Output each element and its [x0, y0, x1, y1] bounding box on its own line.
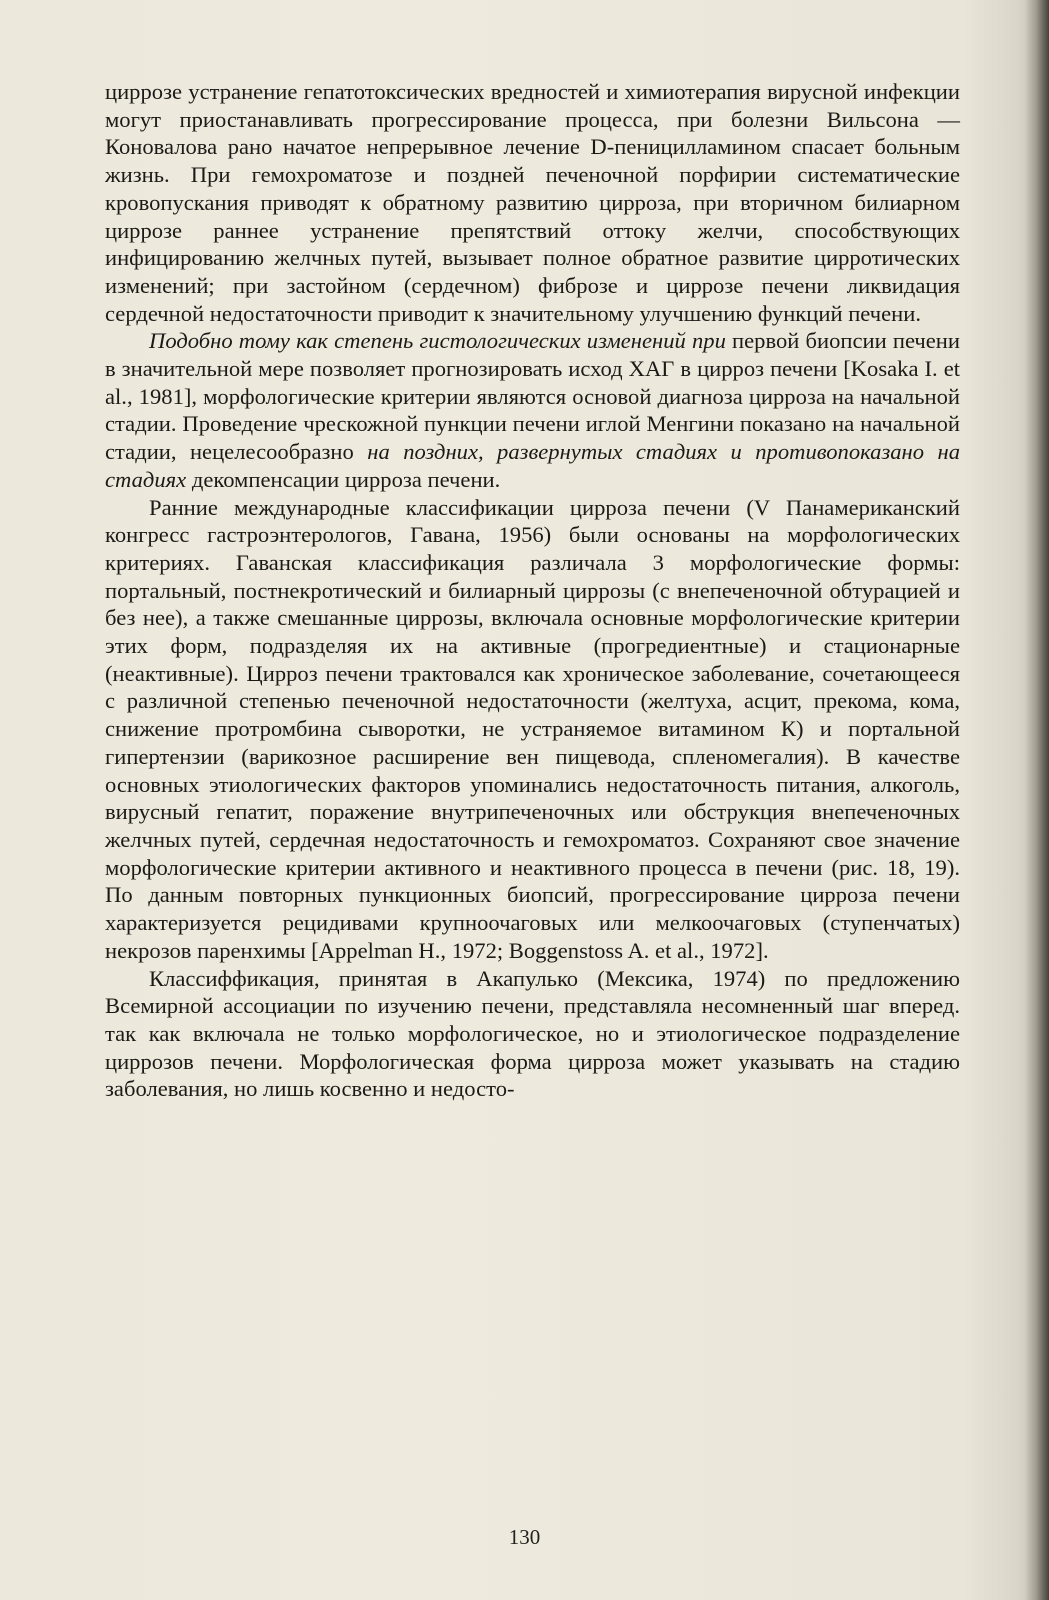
paragraph-2: [105, 327, 960, 493]
paragraph-1-text: циррозе устранение гепатотоксических вредностей и химиотерапия вирусной инфекции могут приостанавливать прогрессирование процесса, при болезни Вильсона — Коновалова рано начатое непрерывное лечение D-пеницилламином спасает больным жизнь. При гемохроматозе и поздней печеночной порфирии систематические кровопускания приводят к обратному развитию цирроза, при вторичном билиарном циррозе раннее устранение препятствий оттоку желчи, способствующих инфицированию желчных путей, вызывает полное обратное развитие цирротических изменений; при застойном (сердечном) фиброзе и циррозе печени ликвидация сердечной недостаточности приводит к значительному улучшению функций печени.: [105, 79, 960, 326]
paragraph-2-italic-lead: Подобно тому как степень гистологических изменений при: [149, 328, 726, 354]
paragraph-3: [105, 494, 960, 965]
paragraph-2-text-end: декомпенсации цирроза печени.: [186, 466, 501, 492]
paragraph-4: [105, 965, 960, 1104]
paragraph-1: [105, 78, 960, 327]
body-text: [105, 78, 960, 1103]
paragraph-2-italic-clause: на поздних, развернутых стадиях и противопоказано на стадиях: [105, 439, 960, 492]
page-number: 130: [508, 1525, 541, 1549]
paragraph-4-text: Классиффикация, принятая в Акапулько (Мексика, 1974) по предложению Всемирной ассоциации по изучению печени, представляла несомненный шаг вперед. так как включала не только морфологическое, но и этиологическое подразделение циррозов печени. Морфологическая форма цирроза может указывать на стадию заболевания, но лишь косвенно и недосто-: [105, 965, 960, 1102]
paragraph-2-text: первой биопсии печени в значительной мере позволяет прогнозировать исход ХАГ в цирроз печени [Kosaka I. et al., 1981], морфологические критерии являются основой диагноза цирроза на начальной стадии. Проведение чрескожной пункции печени иглой Менгини показано на начальной стадии, нецелесообразно: [105, 328, 960, 465]
paragraph-3-text: Ранние международные классификации цирроза печени (V Панамериканский конгресс гастроэнтерологов, Гавана, 1956) были основаны на морфологических критериях. Гаванская классификация различала 3 морфологические формы: портальный, постнекротический и билиарный циррозы (с внепеченочной обтурацией и без нее), а также смешанные циррозы, включала основные морфологические критерии этих форм, подразделяя их на активные (прогредиентные) и стационарные (неактивные). Цирроз печени трактовался как хроническое заболевание, сочетающееся с различной степенью печеночной недостаточности (желтуха, асцит, прекома, кома, снижение протромбина сыворотки, не устраняемое витамином К) и портальной гипертензии (варикозное расширение вен пищевода, спленомегалия). В качестве основных этиологических факторов упоминались недостаточность питания, алкоголь, вирусный гепатит, поражение внутрипеченочных или обструкция внепеченочных желчных путей, сердечная недостаточность и гемохроматоз. Сохраняют свое значение морфологические критерии активного и неактивного процесса в печени (рис. 18, 19). По данным повторных пункционных биопсий, прогрессирование цирроза печени характеризуется рецидивами крупноочаговых или мелкоочаговых (ступенчатых) некрозов паренхимы [Appelman H., 1972; Boggenstoss A. et al., 1972].: [105, 494, 960, 963]
page-binding-shadow: [1025, 0, 1049, 1600]
